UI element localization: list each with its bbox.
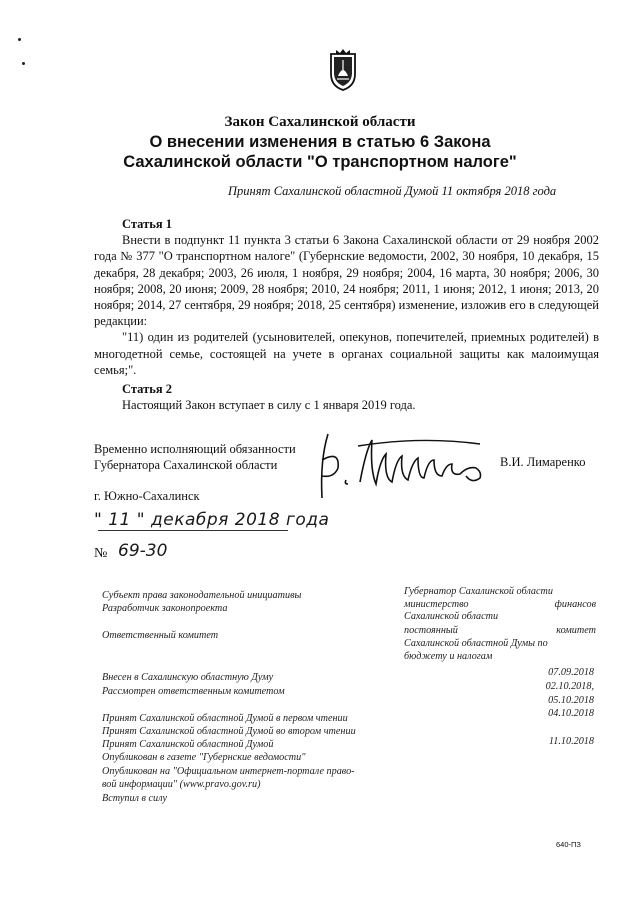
signatory-position-line1: Временно исполняющий обязанности — [94, 442, 296, 456]
article-1-heading: Статья 1 — [122, 217, 172, 231]
law-number: 69-30 — [118, 541, 168, 561]
coat-of-arms-emblem — [328, 48, 358, 92]
law-number-label: № — [94, 546, 108, 561]
meta-second-reading-label: Принят Сахалинской областной Думой во втором чтении — [102, 726, 356, 737]
adoption-note: Принят Сахалинской областной Думой 11 октября 2018 года — [228, 184, 557, 198]
meta-effective-label: Вступил в силу — [102, 793, 167, 804]
law-title: Закон Сахалинской области — [224, 114, 416, 130]
meta-first-reading-date: 04.10.2018 — [548, 708, 594, 719]
article-2-paragraph-1: Настоящий Закон вступает в силу с 1 января 2019 года. — [122, 398, 416, 413]
law-subtitle-line2: Сахалинской области "О транспортном налоге" — [123, 153, 517, 171]
law-subtitle-line1: О внесении изменения в статью 6 Закона — [149, 133, 491, 151]
meta-reviewed-label: Рассмотрен ответственным комитетом — [102, 686, 285, 697]
scan-mark — [18, 38, 21, 41]
meta-initiative-label: Субъект права законодательной инициативы — [102, 590, 302, 601]
article-1 — [94, 216, 599, 378]
meta-published-portal-label-line2: вой информации" (www.pravo.gov.ru) — [102, 779, 261, 790]
meta-reviewed-date-1: 02.10.2018, — [545, 681, 594, 692]
meta-committee-label: Ответственный комитет — [102, 630, 219, 641]
meta-adopted-label: Принят Сахалинской областной Думой — [102, 739, 274, 750]
signatory-name: В.И. Лимаренко — [500, 455, 586, 469]
meta-developer-label: Разработчик законопроекта — [102, 603, 228, 614]
date-underline — [98, 530, 288, 531]
meta-committee-value-line1: постоянный комитет — [404, 625, 596, 636]
meta-initiative-value: Губернатор Сахалинской области — [404, 586, 553, 597]
scan-mark — [22, 62, 25, 65]
meta-committee-value-line2: Сахалинской областной Думы по — [404, 638, 548, 649]
meta-reviewed-date-2: 05.10.2018 — [548, 695, 594, 706]
handwritten-signature — [300, 420, 500, 505]
signing-city: г. Южно-Сахалинск — [94, 489, 200, 503]
meta-published-portal-label-line1: Опубликован на "Официальном интернет-портале право- — [102, 766, 355, 777]
meta-introduced-label: Внесен в Сахалинскую областную Думу — [102, 672, 274, 683]
document-code: 640-ПЗ — [556, 840, 581, 849]
meta-developer-value-line2: Сахалинской области — [404, 611, 499, 622]
meta-developer-value-line1: министерство финансов — [404, 599, 596, 610]
signatory-position — [94, 441, 296, 473]
meta-introduced-date: 07.09.2018 — [548, 667, 594, 678]
signing-date: " 11 " декабря 2018 года — [94, 510, 330, 530]
article-2-heading: Статья 2 — [122, 382, 172, 396]
meta-committee-value-line3: бюджету и налогам — [404, 651, 493, 662]
meta-adopted-date: 11.10.2018 — [548, 736, 594, 747]
meta-published-gazette-label: Опубликован в газете "Губернские ведомости" — [102, 752, 306, 763]
article-1-paragraph-1: Внести в подпункт 11 пункта 3 статьи 6 Закона Сахалинской области от 29 ноября 2002 года № 377 "О транспортном налоге" (Губернские ведомости, 2002, 30 ноября, 10 декабря, 15 декабря, 28 декабря; 2003, 26 июля, 1 ноября, 29 ноября; 2004, 16 марта, 30 ноября; 2006, 30 ноября; 2008, 20 июня; 2009, 28 ноября; 2010, 24 ноября; 2011, 1 июня; 2012, 1 июня; 2013, 20 ноября; 2014, 27 сентября, 29 ноября; 2018, 25 сентября) изменение, изложив его в следующей редакции: — [94, 233, 599, 329]
article-2 — [94, 381, 599, 413]
meta-first-reading-label: Принят Сахалинской областной Думой в первом чтении — [102, 713, 348, 724]
article-1-paragraph-2: "11) один из родителей (усыновителей, опекунов, попечителей, приемных родителей) в многодетной семье, состоящей на учете в органах социальной защиты как малоимущая семья;". — [94, 330, 599, 377]
signatory-position-line2: Губернатора Сахалинской области — [94, 458, 278, 472]
